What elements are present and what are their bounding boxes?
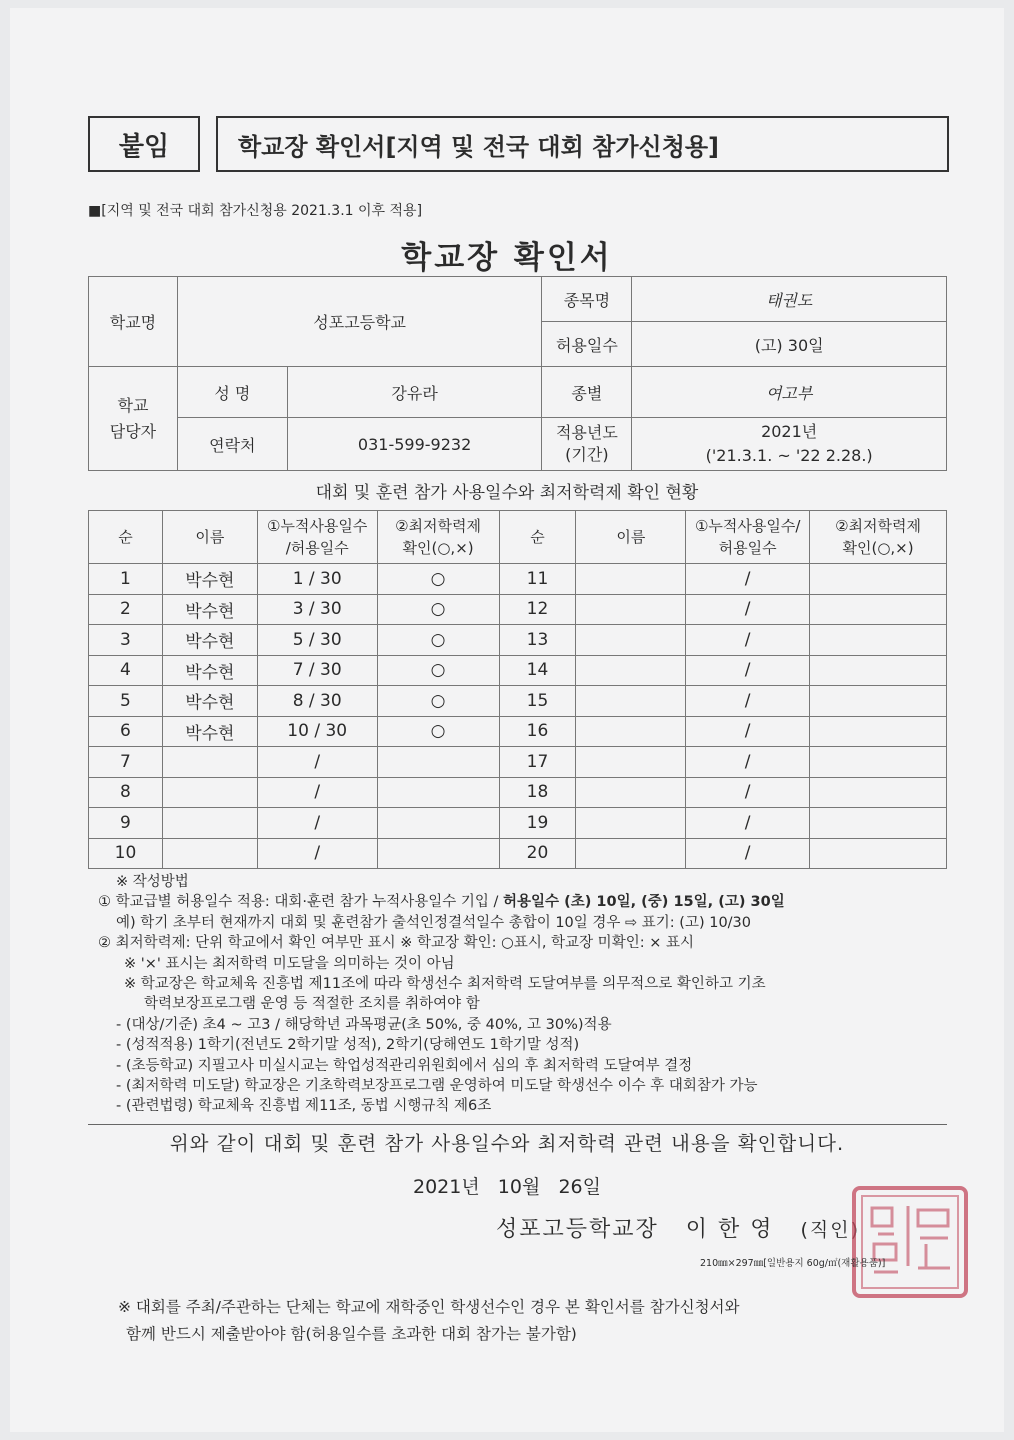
row-check-right [810,838,947,869]
allowed-days-label: 허용일수 [542,322,632,367]
submission-note-line-2: 함께 반드시 제출받아야 함(허용일수를 초과한 대회 참가는 불가함) [126,1325,577,1343]
row-no-left: 9 [89,808,163,839]
submission-note [118,1294,739,1348]
row-name-left: 박수현 [162,686,257,717]
row-no-left: 10 [89,838,163,869]
note-1 [98,892,958,912]
header-days-left: ①누적사용일수 /허용일수 [257,511,377,564]
note-dash-3: - (초등학교) 지필고사 미실시교는 학업성적관리위원회에서 심의 후 최저학력 도달여부 결정 [116,1057,693,1074]
row-name-left [162,747,257,778]
row-no-left: 2 [89,594,163,625]
row-no-right: 15 [499,686,576,717]
row-name-right [576,564,686,595]
row-days-left: / [257,747,377,778]
row-check-right [810,564,947,595]
note-dash-1: - (대상/기준) 초4 ~ 고3 / 해당학년 과목평균(초 50%, 중 40%, 고 30%)적용 [116,1016,612,1033]
manager-name-label: 성 명 [177,367,287,418]
note-2-b-continued: 학력보장프로그램 운영 등 적절한 조치를 취하여야 함 [144,996,480,1013]
contact-label: 연락처 [177,418,287,471]
attachment-label-box: 붙임 [88,116,200,172]
principal-name: 이 한 영 [685,1217,774,1242]
writing-instructions [98,872,958,1117]
row-check-right [810,808,947,839]
note-1-example: 예) 학기 초부터 현재까지 대회 및 훈련참가 출석인정결석일수 총합이 10일 경우 ⇨ 표기: (고) 10/30 [116,914,752,931]
official-seal-stamp [848,1180,972,1304]
row-no-left: 5 [89,686,163,717]
header-name-left: 이름 [162,511,257,564]
header-check-left: ②최저학력제 확인(○,×) [377,511,499,564]
row-no-right: 20 [499,838,576,869]
row-check-right [810,655,947,686]
table-row [89,686,947,717]
row-no-left: 3 [89,625,163,656]
header-name-right: 이름 [576,511,686,564]
divider-line [88,1124,947,1125]
row-days-left: 10 / 30 [257,716,377,747]
row-days-right: / [686,747,810,778]
row-name-right [576,655,686,686]
applicability-note: ■[지역 및 전국 대회 참가신청용 2021.3.1 이후 적용] [88,203,423,219]
row-days-right: / [686,808,810,839]
row-days-right: / [686,655,810,686]
table-row [89,838,947,869]
contact-value: 031-599-9232 [287,418,542,471]
row-no-right: 11 [499,564,576,595]
row-check-right [810,747,947,778]
row-days-left: 8 / 30 [257,686,377,717]
row-name-left: 박수현 [162,594,257,625]
row-no-right: 13 [499,625,576,656]
row-name-left: 박수현 [162,564,257,595]
row-days-right: / [686,594,810,625]
row-check-right [810,594,947,625]
confirmation-statement: 위와 같이 대회 및 훈련 참가 사용일수와 최저학력 관련 내용을 확인합니다. [169,1132,845,1155]
school-info-table [88,276,947,471]
period-value: ('21.3.1. ~ '22 2.28.) [705,446,873,465]
row-days-right: / [686,625,810,656]
sport-value: 태권도 [632,277,947,322]
table-header-row [89,511,947,564]
division-value: 여고부 [632,367,947,418]
table-row [89,716,947,747]
row-name-right [576,838,686,869]
principal-title: 성포고등학교장 [496,1217,659,1242]
row-no-right: 18 [499,777,576,808]
seal-label: (직인) [800,1219,861,1241]
row-no-right: 16 [499,716,576,747]
row-check-left [377,747,499,778]
table-row [89,625,947,656]
row-no-right: 14 [499,655,576,686]
note-1-allowed-days: 허용일수 (초) 10일, (중) 15일, (고) 30일 [503,894,785,911]
row-name-left [162,777,257,808]
row-check-left: ○ [377,655,499,686]
header-title-box: 학교장 확인서[지역 및 전국 대회 참가신청용] [216,116,949,172]
paper-spec: 210㎜×297㎜[일반용지 60g/㎡(재활용품)] [700,1258,886,1269]
row-days-right: / [686,838,810,869]
row-name-right [576,777,686,808]
row-days-left: 5 / 30 [257,625,377,656]
row-days-right: / [686,686,810,717]
year-cell [632,418,947,471]
table-row [89,747,947,778]
row-days-right: / [686,777,810,808]
notes-heading: ※ 작성방법 [116,874,189,890]
row-days-left: 7 / 30 [257,655,377,686]
note-2-a: ※ '×' 표시는 최저학력 미도달을 의미하는 것이 아님 [124,955,455,972]
header-no-left: 순 [89,511,163,564]
year-label: 적용년도 (기간) [542,418,632,471]
signature-line [496,1212,860,1243]
school-name-label: 학교명 [89,277,178,367]
row-name-right [576,747,686,778]
row-no-left: 4 [89,655,163,686]
school-name-value: 성포고등학교 [177,277,542,367]
status-title: 대회 및 훈련 참가 사용일수와 최저학력제 확인 현황 [315,483,699,503]
note-dash-5: - (관련법령) 학교체육 진흥법 제11조, 동법 시행규칙 제6조 [116,1098,492,1115]
row-check-left [377,808,499,839]
row-no-left: 7 [89,747,163,778]
row-no-right: 17 [499,747,576,778]
row-no-left: 1 [89,564,163,595]
row-name-left: 박수현 [162,655,257,686]
row-name-right [576,808,686,839]
row-days-left: 3 / 30 [257,594,377,625]
row-check-left: ○ [377,716,499,747]
row-days-left: / [257,808,377,839]
note-dash-4: - (최저학력 미도달) 학교장은 기초학력보장프로그램 운영하여 미도달 학생선수 이수 후 대회참가 가능 [116,1078,758,1095]
row-check-right [810,777,947,808]
row-no-right: 19 [499,808,576,839]
row-days-right: / [686,716,810,747]
row-check-right [810,686,947,717]
manager-name-value: 강유라 [287,367,542,418]
row-name-left: 박수현 [162,716,257,747]
row-no-left: 8 [89,777,163,808]
row-check-right [810,625,947,656]
row-check-left: ○ [377,686,499,717]
note-dash-2: - (성적적용) 1학기(전년도 2학기말 성적), 2학기(당해연도 1학기말 성적) [116,1037,580,1054]
row-no-left: 6 [89,716,163,747]
sport-label: 종목명 [542,277,632,322]
division-label: 종별 [542,367,632,418]
row-days-left: / [257,777,377,808]
table-row [89,777,947,808]
note-2-b: ※ 학교장은 학교체육 진흥법 제11조에 따라 학생선수 최저학력 도달여부를 의무적으로 확인하고 기초 [124,976,766,993]
row-no-right: 12 [499,594,576,625]
row-days-right: / [686,564,810,595]
submission-note-line-1: ※ 대회를 주최/주관하는 단체는 학교에 재학중인 학생선수인 경우 본 확인서를 참가신청서와 [118,1298,740,1316]
table-row [89,564,947,595]
row-check-left: ○ [377,625,499,656]
note-1-text: ① 학교급별 허용일수 적용: 대회·훈련 참가 누적사용일수 기입 / [98,894,504,911]
usage-table [88,510,947,869]
row-name-right [576,716,686,747]
table-row [89,808,947,839]
note-2: ② 최저학력제: 단위 학교에서 확인 여부만 표시 ※ 학교장 확인: ○표시, 학교장 미확인: × 표시 [98,935,694,952]
allowed-days-value: (고) 30일 [632,322,947,367]
header-check-right: ②최저학력제 확인(○,×) [810,511,947,564]
row-days-left: 1 / 30 [257,564,377,595]
row-check-left: ○ [377,594,499,625]
row-days-left: / [257,838,377,869]
row-name-right [576,625,686,656]
row-name-right [576,686,686,717]
table-row [89,655,947,686]
row-name-left [162,838,257,869]
row-check-left [377,777,499,808]
row-name-right [576,594,686,625]
row-check-left: ○ [377,564,499,595]
year-value: 2021년 [761,422,818,441]
school-manager-label: 학교 담당자 [89,367,178,471]
row-name-left: 박수현 [162,625,257,656]
header-days-right: ①누적사용일수/ 허용일수 [686,511,810,564]
document-title: 학교장 확인서 [401,240,613,276]
header-no-right: 순 [499,511,576,564]
row-check-left [377,838,499,869]
issue-date: 2021년 10월 26일 [412,1176,601,1198]
table-row [89,594,947,625]
row-check-right [810,716,947,747]
row-name-left [162,808,257,839]
